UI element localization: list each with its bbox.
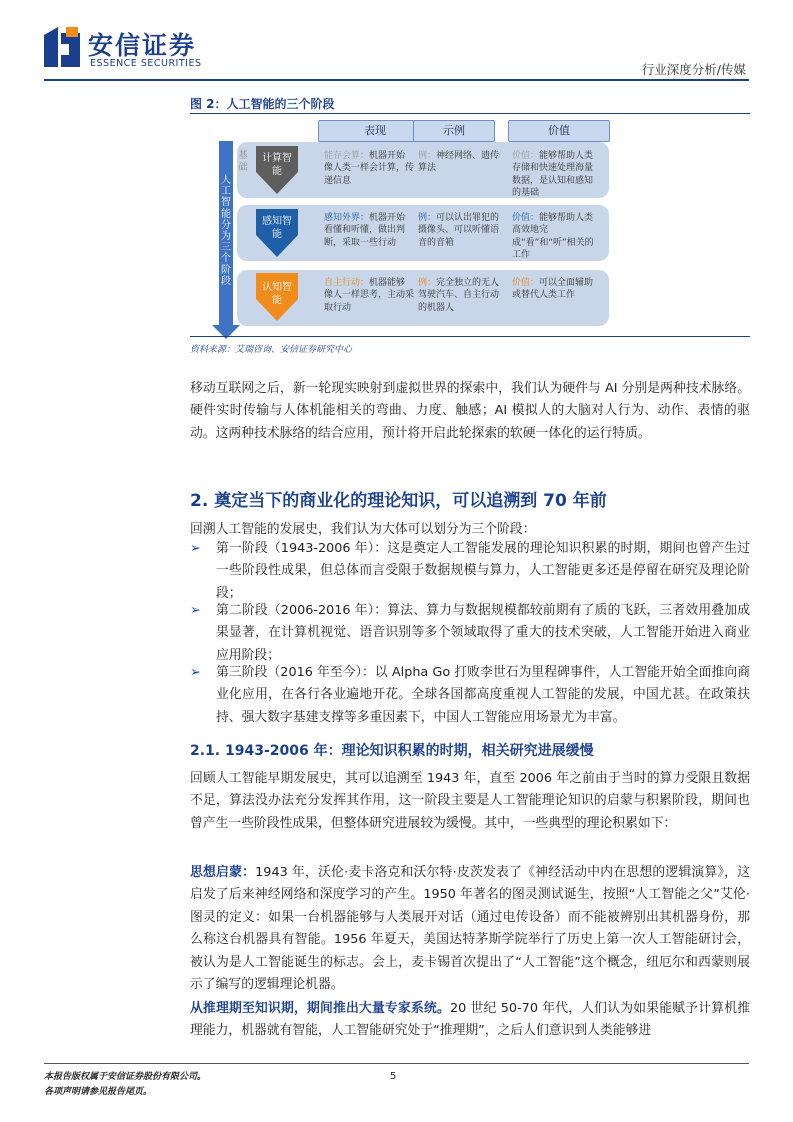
figure-title: 图 2：人工智能的三个阶段 (190, 97, 335, 111)
figure-bottom-rule (190, 336, 750, 337)
footer-copyright: 本报告版权属于安信证券股份有限公司。 (44, 1072, 207, 1082)
footer-divider (44, 1063, 749, 1064)
bullet-text: 第一阶段（1943-2006 年）：这是奠定人工智能发展的理论知识积累的时期，期间也曾产生过一些阶段性成果，但总体而言受限于数据规模与算力，人工智能更多还是停留在研究及理论阶段； (216, 541, 750, 601)
bullet-text: 第二阶段（2006-2016 年）：算法、算力与数据规模都较前期有了质的飞跃，三者效用叠加成果显著，在计算机视觉、语音识别等多个领域取得了重大的技术突破，人工智能开始进入商业应用阶段； (216, 603, 750, 663)
example-perception: 例：可以认出罪犯的摄像头、可以听懂语音的音箱 (418, 213, 500, 248)
performance-computing: 能存会算：机器开始像人类一样会计算，传递信息 (324, 151, 415, 186)
value-computing: 价值：能够帮助人类存储和快速处理海量数据，是认知和感知的基础 (512, 151, 594, 198)
performance-perception: 感知外界：机器开始看懂和听懂，做出判断，采取一些行动 (324, 213, 406, 248)
bullet-arrow-icon: ➢ (190, 665, 201, 680)
essence-logo-icon (44, 27, 80, 67)
example-cognition: 例：完全独立的无人驾驶汽车、自主行动的机器人 (418, 278, 500, 313)
bullet-stage-1 (190, 538, 750, 605)
bullet-text: 第三阶段（2016 年至今）：以 Alpha Go 打败李世石为里程碑事件，人工智能开始全面推向商业化应用，在各行各业遍地开花。全球各国都高度重视人工智能的发展，中国尤甚。在政策扶持、强大数字基建支撑等多重因素下，中国人工智能应用场景尤为丰富。 (216, 665, 750, 725)
keyword-enlightenment: 思想启蒙： (190, 865, 256, 880)
paragraph-enlightenment: 思想启蒙：1943 年，沃伦·麦卡洛克和沃尔特·皮茨发表了《神经活动中内在思想的逻辑演算》，这启发了后来神经网络和深度学习的产生。1950 年著名的图灵测试诞生，按照“人工智能之父”艾伦·图灵的定义：如果一台机器能够与人类展开对话（通过电传设备）而不能被辨别出其机器身份，那么称这台机器具有智能。1956 年夏天，美国达特茅斯学院举行了历史上第一次人工智能研讨会，被认为是人工智能诞生的标志。会上，麦卡锡首次提出了“人工智能”这个概念，纽厄尔和西蒙则展示了编写的逻辑理论机器。 (190, 865, 751, 993)
column-header-example: 示例 (413, 120, 495, 142)
value-cognition: 价值：可以全面辅助或替代人类工作 (512, 278, 594, 301)
performance-cognition: 自主行动：机器能够像人一样思考，主动采取行动 (324, 278, 415, 313)
stage-axis-label: 人工智能分为三个阶段 (221, 175, 231, 287)
base-label: 基础 (238, 150, 248, 173)
logo-english-name: ESSENCE SECURITIES (90, 58, 202, 69)
paragraph-expert-systems: 从推理期至知识期，期间推出大量专家系统。20 世纪 50-70 年代，人们认为如果能赋予计算机推理能力，机器就有智能，人工智能研究处于“推理期”，之后人们意识到人类能够进 (190, 1001, 751, 1039)
page-number: 5 (390, 1071, 397, 1082)
column-header-performance: 表现 (318, 120, 432, 142)
stage-name-cognition: 认知智能 (262, 282, 292, 306)
keyword-expert-systems: 从推理期至知识期，期间推出大量专家系统。 (190, 1001, 450, 1016)
section-heading-2: 2. 奠定当下的商业化的理论知识，可以追溯到 70 年前 (190, 491, 607, 511)
paragraph-intro: 移动互联网之后，新一轮现实映射到虚拟世界的探索中，我们认为硬件与 AI 分别是两种技术脉络。硬件实时传输与人体机能相关的弯曲、力度、触感；AI 模拟人的大脑对人行为、动作、表情的驱动。这两种技术脉络的结合应用，预计将开启此轮探索的软硬一体化的运行特质。 (190, 381, 750, 441)
paragraph-early-history: 回顾人工智能早期发展史，其可以追溯至 1943 年，直至 2006 年之前由于当时的算力受限且数据不足，算法没办法充分发挥其作用，这一阶段主要是人工智能理论知识的启蒙与积累阶段，期间也曾产生一些阶段性成果，但整体研究进展较为缓慢。其中，一些典型的理论积累如下： (190, 771, 750, 831)
stage-name-computing: 计算智能 (262, 153, 292, 177)
bullet-stage-3 (190, 662, 750, 729)
report-type: 行业深度分析/传媒 (641, 62, 746, 77)
stage-name-perception: 感知智能 (262, 216, 292, 240)
bullet-arrow-icon: ➢ (190, 541, 201, 556)
bullet-arrow-icon: ➢ (190, 603, 201, 618)
value-perception: 价值：能够帮助人类高效地完成“看”和“听”相关的工作 (512, 213, 594, 260)
header-divider (44, 79, 749, 81)
section-heading-2-1: 2.1. 1943-2006 年：理论知识积累的时期，相关研究进展缓慢 (190, 743, 594, 759)
bullet-stage-2 (190, 600, 750, 667)
example-computing: 例：神经网络、遗传算法 (418, 151, 500, 174)
column-header-value: 价值 (508, 120, 610, 142)
figure-top-rule (190, 113, 750, 114)
logo-chinese-name: 安信证券 (88, 31, 197, 60)
paragraph-stages-intro: 回溯人工智能的发展史，我们认为大体可以划分为三个阶段： (190, 522, 536, 537)
footer-disclaimer: 各项声明请参见报告尾页。 (44, 1087, 153, 1097)
figure-source: 资料来源：艾瑞咨询、安信证券研究中心 (190, 345, 353, 355)
